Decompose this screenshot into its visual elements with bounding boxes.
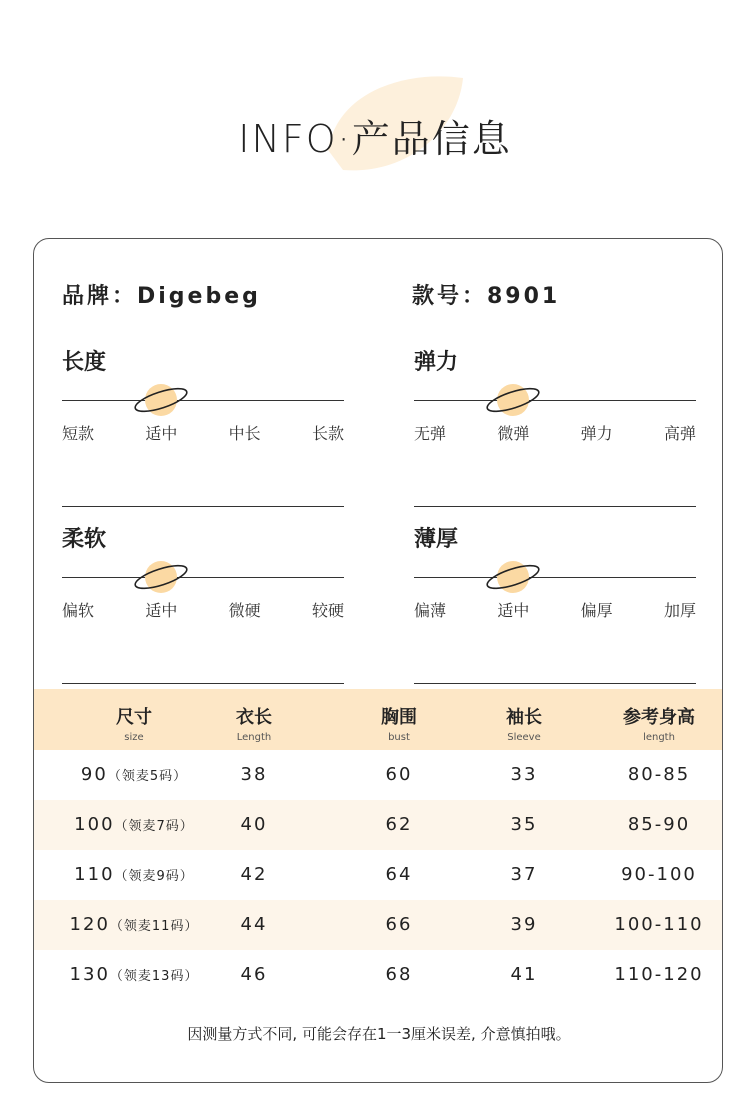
cell-size [64, 750, 204, 800]
cell-height: 110-120 [614, 964, 704, 985]
cell-length: 42 [240, 864, 268, 885]
header-sleeve [479, 689, 569, 750]
planet-marker-icon [131, 382, 191, 418]
measurement-footnote: 因测量方式不同, 可能会存在1一3厘米误差, 介意慎拍哦。 [187, 1025, 571, 1043]
header-label: 衣长 [236, 707, 272, 728]
table-row [34, 850, 723, 900]
model-number-label: 款号：8901 [412, 284, 561, 309]
attribute-label: 长度 [62, 350, 107, 375]
option-label: 适中 [145, 601, 178, 620]
divider [62, 506, 344, 507]
size-note: （领麦11码） [109, 919, 199, 934]
attribute-label: 柔软 [62, 527, 107, 552]
table-row [34, 900, 723, 950]
cell-height: 90-100 [621, 864, 697, 885]
size-note: （领麦9码） [114, 869, 194, 884]
attribute-elasticity [414, 345, 696, 443]
attribute-softness [62, 522, 344, 620]
cell-height: 80-85 [627, 764, 691, 785]
header-size [64, 689, 204, 750]
attribute-options [414, 421, 696, 444]
header-height [594, 689, 723, 750]
header-label: 胸围 [381, 707, 417, 728]
scale-line [62, 400, 344, 401]
option-label: 微硬 [228, 601, 261, 620]
divider [62, 683, 344, 684]
header-sublabel: length [643, 732, 675, 743]
cell-length: 44 [240, 914, 268, 935]
cell-sleeve: 41 [510, 964, 538, 985]
option-label: 短款 [62, 424, 95, 443]
option-label: 偏软 [62, 601, 95, 620]
attribute-scale [414, 552, 696, 620]
cell-bust: 66 [385, 914, 413, 935]
cell-bust: 60 [385, 764, 413, 785]
size-value: 110 [74, 864, 115, 885]
table-row [34, 750, 723, 800]
header-sublabel: bust [388, 732, 410, 743]
option-label: 弹力 [580, 424, 613, 443]
attribute-label: 弹力 [414, 350, 459, 375]
size-value: 120 [69, 914, 110, 935]
option-label: 加厚 [663, 601, 696, 620]
scale-line [62, 577, 344, 578]
option-label: 偏厚 [580, 601, 613, 620]
option-label: 偏薄 [414, 601, 447, 620]
cell-length: 40 [240, 814, 268, 835]
info-card [33, 238, 723, 1083]
option-label: 适中 [497, 601, 530, 620]
cell-size [64, 800, 204, 850]
size-note: （领麦7码） [114, 819, 194, 834]
cell-size [64, 850, 204, 900]
option-label: 适中 [145, 424, 178, 443]
cell-size [64, 900, 204, 950]
cell-sleeve: 35 [510, 814, 538, 835]
scale-line [414, 577, 696, 578]
planet-marker-icon [483, 559, 543, 595]
header-sublabel: Length [236, 732, 272, 743]
table-header [34, 689, 723, 750]
scale-line [414, 400, 696, 401]
attribute-options [62, 598, 344, 621]
attribute-options [414, 598, 696, 621]
header [0, 0, 750, 200]
size-table [34, 689, 723, 1000]
cell-height: 100-110 [614, 914, 704, 935]
page-title: INFO·产品信息 [238, 117, 512, 161]
brand-label: 品牌：Digebeg [62, 284, 261, 309]
cell-sleeve: 39 [510, 914, 538, 935]
cell-bust: 64 [385, 864, 413, 885]
option-label: 无弹 [414, 424, 447, 443]
header-label: 尺寸 [116, 707, 152, 728]
size-note: （领麦13码） [109, 969, 199, 984]
attribute-scale [414, 375, 696, 443]
header-bust [354, 689, 444, 750]
size-note: （领麦5码） [107, 769, 188, 784]
size-value: 90 [80, 764, 108, 785]
header-length [214, 689, 294, 750]
cell-sleeve: 33 [510, 764, 538, 785]
attribute-length [62, 345, 344, 443]
size-value: 100 [74, 814, 115, 835]
cell-height: 85-90 [627, 814, 691, 835]
table-row [34, 950, 723, 1000]
cell-length: 46 [240, 964, 268, 985]
attribute-options [62, 421, 344, 444]
option-label: 高弹 [663, 424, 696, 443]
size-value: 130 [69, 964, 110, 985]
planet-marker-icon [131, 559, 191, 595]
attribute-scale [62, 552, 344, 620]
header-label: 袖长 [506, 707, 542, 728]
attribute-thickness [414, 522, 696, 620]
attribute-scale [62, 375, 344, 443]
cell-sleeve: 37 [510, 864, 538, 885]
table-row [34, 800, 723, 850]
header-label: 参考身高 [623, 707, 695, 728]
cell-bust: 62 [385, 814, 413, 835]
option-label: 微弹 [497, 424, 530, 443]
header-sublabel: size [124, 732, 144, 743]
option-label: 较硬 [311, 601, 344, 620]
header-sublabel: Sleeve [507, 732, 541, 743]
divider [414, 506, 696, 507]
cell-length: 38 [240, 764, 268, 785]
option-label: 中长 [228, 424, 261, 443]
attribute-label: 薄厚 [414, 527, 459, 552]
cell-bust: 68 [385, 964, 413, 985]
cell-size [64, 950, 204, 1000]
divider [414, 683, 696, 684]
planet-marker-icon [483, 382, 543, 418]
option-label: 长款 [311, 424, 344, 443]
